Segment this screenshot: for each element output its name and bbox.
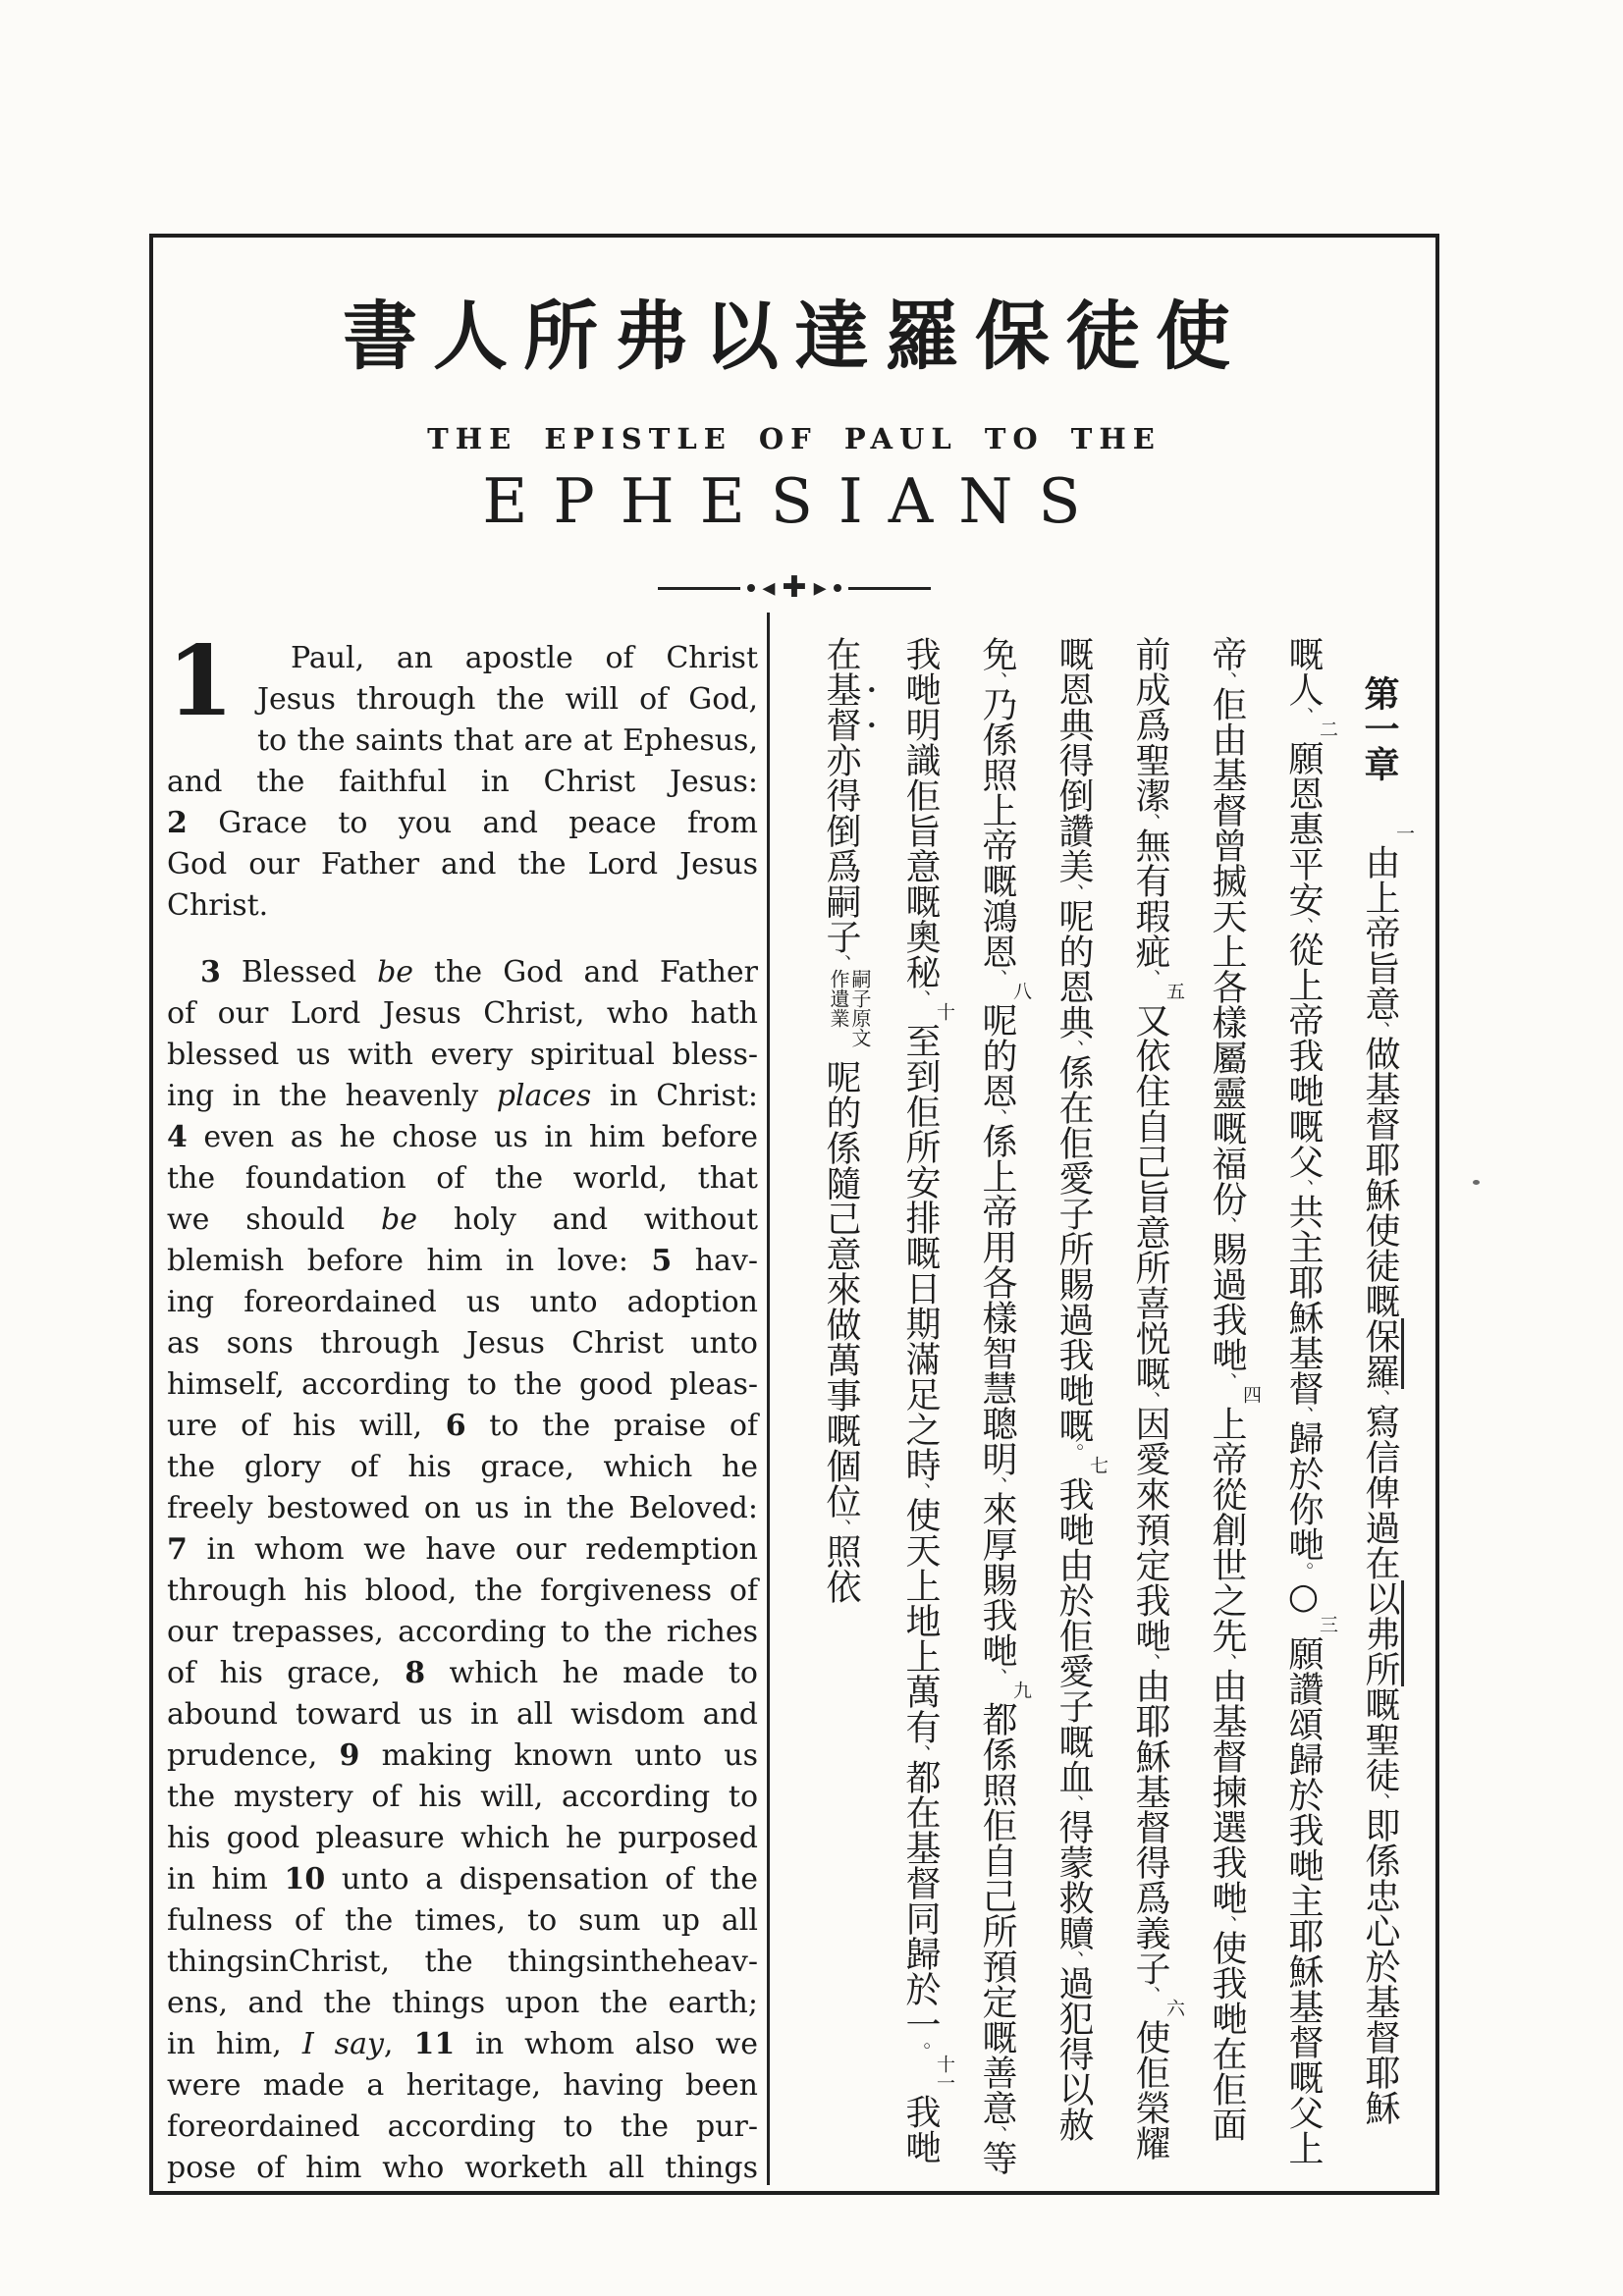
chinese-text-column (1188, 636, 1265, 2185)
english-text-line: we should be holy and without (167, 1202, 758, 1237)
english-text-line: freely bestowed on us in the Beloved: (167, 1491, 758, 1525)
english-text-line: of our Lord Jesus Christ, who hath (167, 996, 758, 1031)
cjk-punctuation: 、 (829, 954, 852, 974)
english-text-line: prudence, 9 making known unto us (167, 1738, 758, 1773)
column-divider-rule (767, 613, 770, 2185)
english-text-line: our trepasses, according to the riches (167, 1615, 758, 1649)
english-book-title: EPHESIANS (482, 465, 1107, 537)
chinese-text-run: 至到佢所安排嘅日期滿足之時、使天上地上萬有、都在基督同歸於一。 (900, 1023, 941, 2061)
proper-noun-mark: 保羅 (1360, 1318, 1404, 1389)
english-text-line: the mystery of his will, according to (167, 1780, 758, 1814)
english-text-line: God our Father and the Lord Jesus (167, 847, 758, 881)
cjk-punctuation: 、 (1368, 1021, 1391, 1041)
cjk-punctuation: 、 (1061, 1794, 1085, 1814)
cjk-punctuation: 、 (1138, 969, 1162, 988)
english-text-line: blemish before him in love: 5 hav- (167, 1244, 758, 1278)
chinese-text-run: 帝、佢由基督曾搣天上各樣屬靈嘅福份、賜過我哋、 (1207, 636, 1247, 1392)
cjk-punctuation: 、 (1215, 1372, 1238, 1392)
cjk-punctuation: 。 (1061, 1443, 1085, 1463)
cjk-punctuation: 、 (1138, 813, 1162, 832)
verse-number-marker: 二 (1317, 720, 1338, 738)
cjk-punctuation: 、 (829, 1519, 852, 1538)
chinese-text-run: 我哋明識佢旨意嘅奧秘、 (900, 636, 941, 1009)
cjk-punctuation: 、 (1291, 707, 1315, 726)
english-text-line: thingsinChrist, the thingsintheheav- (167, 1945, 758, 1979)
interlinear-note: 嗣子原文作遺業 (827, 969, 872, 1047)
chinese-text-run: 呢的恩、係上帝用各樣智慧聰明、來厚賜我哋、 (977, 1002, 1017, 1687)
cjk-punctuation: 。 (908, 2042, 932, 2061)
english-text-line: the foundation of the world, that (167, 1161, 758, 1196)
scan-artifact-dot (1473, 1180, 1480, 1185)
ornament-dot-icon (747, 584, 755, 592)
english-text-line: Paul, an apostle of Christ (291, 641, 758, 675)
chinese-text-run: 又依住自己旨意所喜悦嘅、因愛來預定我哋、由耶穌基督得爲義子、 (1130, 1002, 1170, 2005)
cjk-punctuation: 、 (985, 1108, 1008, 1128)
ornament-leaf-right-icon: ▸ (813, 573, 827, 603)
ornament-cross-icon: ✚ (782, 570, 807, 605)
english-text-line: were made a heritage, having been (167, 2068, 758, 2103)
cjk-punctuation: 、 (1138, 1986, 1162, 2005)
verse-number-marker: 九 (1010, 1681, 1032, 1699)
cjk-punctuation: 、 (985, 969, 1008, 988)
verse-number-marker: 七 (1087, 1456, 1109, 1474)
english-text-line: to the saints that are at Ephesus, (257, 723, 758, 758)
chinese-text-run: 、寫信俾過在 (1360, 1389, 1400, 1580)
cjk-punctuation: 、 (1291, 917, 1315, 936)
divider-ornament (149, 570, 1439, 605)
proper-noun-mark: 以弗所 (1360, 1580, 1404, 1686)
verse-number-marker: 八 (1010, 982, 1032, 1000)
chapter-number-dropcap: 1 (167, 625, 235, 738)
verse-number-marker: 十一 (934, 2055, 955, 2092)
english-text-line: abound toward us in all wisdom and (167, 1697, 758, 1732)
chinese-text-column (1111, 636, 1188, 2185)
chinese-text-run: 前成爲聖潔、無有瑕疵、 (1130, 636, 1170, 988)
english-text-line: through his blood, the forgiveness of (167, 1574, 758, 1608)
verse-number-marker: 一 (1393, 824, 1415, 842)
english-paragraph (167, 625, 758, 927)
chinese-text-run: 呢的係隨己意來做萬事嘅個位、照依 (821, 1059, 861, 1604)
verse-number-marker: 三 (1317, 1615, 1338, 1633)
chinese-text-run: 都係照佢自己所預定嘅善意、等 (977, 1701, 1017, 2175)
english-text-column (167, 625, 759, 2189)
english-text-line: ing foreordained us unto adoption (167, 1285, 758, 1319)
chinese-text-run: 由上帝旨意、做基督耶穌使徒嘅 (1360, 844, 1400, 1318)
chinese-text-column (1265, 636, 1341, 2185)
chinese-text-run: 願恩惠平安、從上帝我哋嘅父、共主耶穌基督、歸於你哋。○ (1283, 740, 1324, 1617)
cjk-punctuation: 、 (1215, 671, 1238, 691)
cjk-punctuation: 、 (985, 2125, 1008, 2145)
english-text-line: as sons through Jesus Christ unto (167, 1326, 758, 1361)
chinese-text-run: 嘅人、 (1283, 636, 1324, 726)
english-text-line: blessed us with every spiritual bless- (167, 1038, 758, 1072)
cjk-punctuation: 、 (1291, 1179, 1315, 1199)
cjk-punctuation: 。 (1291, 1562, 1315, 1581)
cjk-punctuation: 、 (1215, 1653, 1238, 1673)
english-paragraph (167, 952, 758, 2189)
cjk-punctuation: 、 (908, 1744, 932, 1764)
verse-number-marker: 五 (1163, 982, 1185, 1000)
english-text-line: in him, I say, 11 in whom also we (167, 2027, 759, 2061)
ornament-leaf-left-icon: ◂ (762, 573, 776, 603)
english-text-line: himself, according to the good pleas- (167, 1367, 758, 1402)
chinese-text-run: 嘅恩典得倒讚美、呢的恩典、係在佢愛子所賜過我哋嘅。 (1054, 636, 1094, 1463)
chinese-text-run: 在 (821, 636, 861, 671)
english-text-line: ens, and the things upon the earth; (167, 1986, 758, 2020)
chinese-text-column (1341, 636, 1418, 2185)
english-text-line: 7 in whom we have our redemption (167, 1532, 758, 1567)
chinese-book-title: 書人所弗以達羅保徒使 (343, 293, 1246, 380)
english-text-line: 4 even as he chose us in him before (167, 1120, 758, 1154)
cjk-punctuation: 、 (985, 1476, 1008, 1496)
cjk-punctuation: 、 (1215, 1216, 1238, 1236)
english-text-line: 3 Blessed be the God and Father (200, 955, 759, 989)
chinese-text-run: 亦得倒爲嗣子、 (821, 742, 861, 974)
english-text-line: the glory of his grace, which he (167, 1450, 758, 1484)
cjk-punctuation: 、 (1138, 1653, 1162, 1673)
chinese-text-run: 我哋 (900, 2094, 941, 2164)
cjk-punctuation: 、 (1215, 1915, 1238, 1935)
cjk-punctuation: 、 (985, 671, 1008, 691)
cjk-punctuation: 、 (1061, 1040, 1085, 1059)
english-text-line: his good pleasure which he purposed (167, 1821, 758, 1855)
ornament-line-icon (658, 587, 740, 590)
emphasized-text: 基督 (821, 671, 861, 742)
chinese-text-run: 使佢榮耀 (1130, 2019, 1170, 2161)
english-text-line: in him 10 unto a dispensation of the (167, 1862, 758, 1896)
chinese-text-block (785, 636, 1418, 2185)
verse-number-marker: 十 (934, 1002, 955, 1021)
chapter-heading: 第一章 (1359, 675, 1400, 781)
chinese-text-run: 免、乃係照上帝嘅鴻恩、 (977, 636, 1017, 988)
chinese-text-column (1035, 636, 1111, 2185)
english-text-line: and the faithful in Christ Jesus: (167, 765, 758, 799)
ornament-dot-icon (834, 584, 841, 592)
english-epistle-subtitle: THE EPISTLE OF PAUL TO THE (427, 422, 1162, 455)
chinese-text-run: 我哋由於佢愛子嘅血、得蒙救贖、過犯得以赦 (1054, 1476, 1094, 2142)
cjk-punctuation: 、 (1368, 1792, 1391, 1812)
cjk-punctuation: 、 (1368, 1389, 1391, 1409)
english-text-line: Jesus through the will of God, (257, 682, 758, 717)
chinese-text-column (958, 636, 1035, 2185)
chinese-text-run: 上帝從創世之先、由基督揀選我哋、使我哋在佢面 (1207, 1406, 1247, 2142)
cjk-punctuation: 、 (908, 1482, 932, 1502)
english-text-line: Christ. (167, 888, 269, 923)
cjk-punctuation: 、 (1138, 1391, 1162, 1411)
ornament-line-icon (848, 587, 931, 590)
english-text-line: ure of his will, 6 to the praise of (167, 1409, 758, 1443)
cjk-punctuation: 、 (1061, 1950, 1085, 1970)
cjk-punctuation: 、 (1061, 883, 1085, 903)
cjk-punctuation: 、 (908, 989, 932, 1009)
cjk-punctuation: 、 (985, 1668, 1008, 1687)
english-text-line: ing in the heavenly places in Christ: (167, 1079, 759, 1113)
chinese-text-column (882, 636, 958, 2185)
english-text-line: 2 Grace to you and peace from (167, 806, 758, 840)
verse-number-marker: 四 (1240, 1385, 1262, 1404)
english-text-line: foreordained according to the pur- (167, 2109, 758, 2144)
chinese-text-run: 願讚頌歸於我哋主耶穌基督嘅父上 (1283, 1635, 1324, 2165)
cjk-punctuation: 、 (1291, 1406, 1315, 1425)
chinese-text-column (802, 636, 882, 2185)
english-text-line: fulness of the times, to sum up all (167, 1903, 758, 1938)
english-text-line: pose of him who worketh all things (167, 2151, 758, 2185)
english-text-line: of his grace, 8 which he made to (167, 1656, 758, 1690)
chinese-text-run: 嘅聖徒、即係忠心於基督耶穌 (1360, 1686, 1400, 2125)
verse-number-marker: 六 (1163, 1999, 1185, 2017)
